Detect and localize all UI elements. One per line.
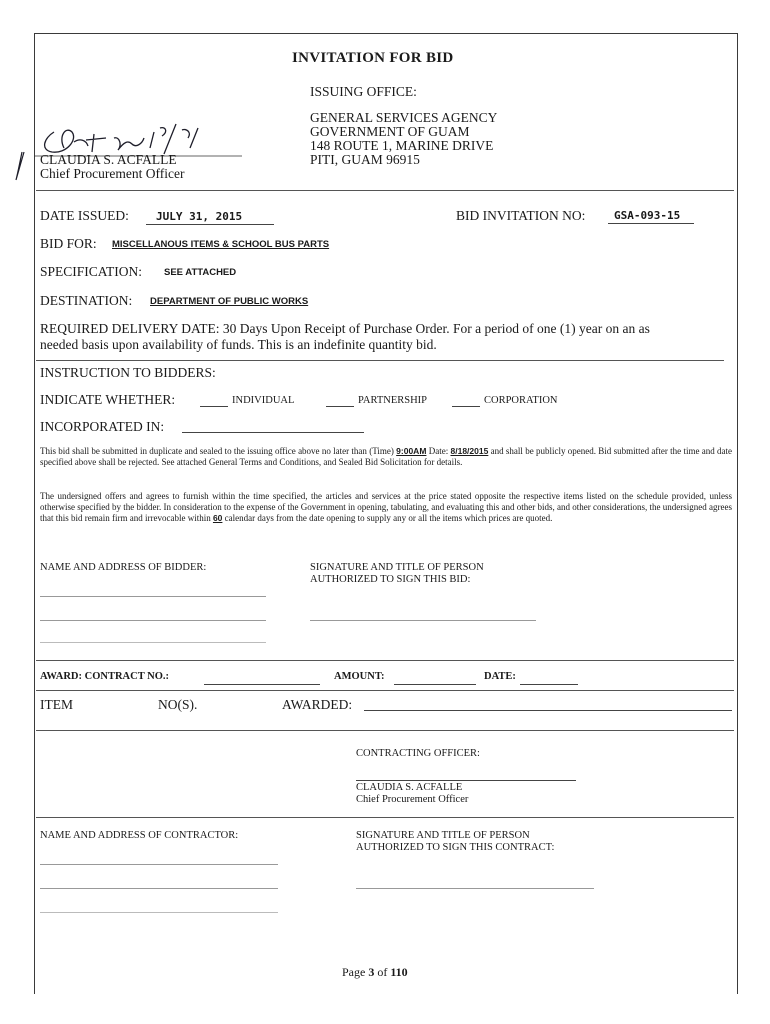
- divider: [36, 190, 734, 191]
- street-address: 148 ROUTE 1, MARINE DRIVE: [310, 138, 494, 153]
- page-number: Page 3 of 110: [342, 965, 408, 979]
- nos-label: NO(S).: [158, 697, 198, 712]
- bid-for-value: MISCELLANOUS ITEMS & SCHOOL BUS PARTS: [112, 239, 330, 250]
- indicate-label: INDICATE WHETHER:: [40, 392, 176, 407]
- contractor-address-line[interactable]: [40, 864, 278, 865]
- contractor-signature-line[interactable]: [356, 888, 594, 889]
- divider: [36, 360, 724, 361]
- destination-label: DESTINATION:: [40, 293, 133, 308]
- bidder-address-line[interactable]: [40, 620, 266, 621]
- awarded-label: AWARDED:: [282, 697, 353, 712]
- amount-blank[interactable]: [394, 684, 476, 685]
- bidder-sign-label-2: AUTHORIZED TO SIGN THIS BID:: [310, 574, 471, 585]
- agency-name: GENERAL SERVICES AGENCY: [310, 110, 498, 125]
- incorporated-label: INCORPORATED IN:: [40, 419, 165, 434]
- bidder-sign-label-1: SIGNATURE AND TITLE OF PERSON: [310, 562, 484, 573]
- contractor-address-line[interactable]: [40, 888, 278, 889]
- date-issued-value: JULY 31, 2015: [156, 210, 243, 223]
- bid-for-label: BID FOR:: [40, 236, 97, 251]
- bid-invitation-value: GSA-093-15: [614, 209, 681, 222]
- contractor-sign-label-2: AUTHORIZED TO SIGN THIS CONTRACT:: [356, 842, 555, 853]
- award-date-blank[interactable]: [520, 684, 578, 685]
- contracting-officer-title: Chief Procurement Officer: [356, 794, 469, 805]
- item-label: ITEM: [40, 697, 73, 712]
- instructions-heading: INSTRUCTION TO BIDDERS:: [40, 365, 216, 380]
- issuing-office-label: ISSUING OFFICE:: [310, 84, 417, 99]
- divider: [36, 690, 734, 691]
- signatory-name: CLAUDIA S. ACFALLE: [40, 152, 177, 167]
- delivery-date-line2: needed basis upon availability of funds. This is an indefinite quantity bid.: [40, 337, 437, 352]
- option-corporation: CORPORATION: [484, 395, 558, 406]
- award-amount-label: AMOUNT:: [334, 671, 385, 682]
- contractor-name-label: NAME AND ADDRESS OF CONTRACTOR:: [40, 830, 239, 841]
- award-date-label: DATE:: [484, 671, 516, 682]
- contracting-officer-label: CONTRACTING OFFICER:: [356, 748, 480, 759]
- page-title: INVITATION FOR BID: [292, 50, 454, 66]
- deadline-date: 8/18/2015: [450, 446, 489, 456]
- divider: [36, 730, 734, 731]
- specification-value: SEE ATTACHED: [164, 267, 237, 278]
- signatory-title: Chief Procurement Officer: [40, 166, 185, 181]
- divider: [36, 817, 734, 818]
- delivery-date-line1: REQUIRED DELIVERY DATE: 30 Days Upon Receipt of Purchase Order. For a period of one (1) year on an as: [40, 321, 650, 336]
- contracting-officer-signature-line[interactable]: [356, 780, 576, 781]
- contracting-officer-name: CLAUDIA S. ACFALLE: [356, 782, 463, 793]
- option-individual: INDIVIDUAL: [232, 395, 295, 406]
- awarded-blank[interactable]: [364, 710, 732, 711]
- submission-paragraph: This bid shall be submitted in duplicate and sealed to the issuing office above no later than (Time) 9:00AM Date: 8/18/2015 and shall be publicly opened. Bid submitted after the time and date specified above shall be rejected. See attached General Terms and Conditions, and Sealed Bid Solicitation for details.: [40, 446, 733, 468]
- specification-label: SPECIFICATION:: [40, 264, 143, 279]
- option-partnership: PARTNERSHIP: [358, 395, 428, 406]
- divider: [36, 660, 734, 661]
- individual-blank[interactable]: [200, 406, 228, 407]
- date-issued-line: [146, 224, 274, 225]
- contractor-sign-label-1: SIGNATURE AND TITLE OF PERSON: [356, 830, 530, 841]
- offer-paragraph: The undersigned offers and agrees to furnish within the time specified, the articles and services at the price stated opposite the respective items listed on the schedule provided, unless otherwise specified by the bidder. In consideration to the expense of the Government in opening, tabulating, and evaluating this and other bids, and other considerations, the undersigned agrees that this bid remain firm and irrevocable within 60 calendar days from the date opening to supply any or all the items which prices are quoted.: [40, 491, 732, 524]
- partnership-blank[interactable]: [326, 406, 354, 407]
- bid-invitation-line: [608, 223, 694, 224]
- bidder-address-line[interactable]: [40, 596, 266, 597]
- bidder-address-line[interactable]: [40, 642, 266, 643]
- destination-value: DEPARTMENT OF PUBLIC WORKS: [150, 296, 309, 307]
- city-address: PITI, GUAM 96915: [310, 152, 420, 167]
- contractor-address-line[interactable]: [40, 912, 278, 913]
- bidder-name-label: NAME AND ADDRESS OF BIDDER:: [40, 562, 207, 573]
- date-issued-label: DATE ISSUED:: [40, 208, 129, 223]
- incorporated-blank[interactable]: [182, 432, 364, 433]
- bid-invitation-label: BID INVITATION NO:: [456, 208, 586, 223]
- deadline-time: 9:00AM: [396, 446, 427, 456]
- contract-no-blank[interactable]: [204, 684, 320, 685]
- award-contract-label: AWARD: CONTRACT NO.:: [40, 671, 170, 682]
- corporation-blank[interactable]: [452, 406, 480, 407]
- government-name: GOVERNMENT OF GUAM: [310, 124, 470, 139]
- firm-days: 60: [212, 513, 223, 524]
- signature-text: [44, 126, 52, 127]
- bidder-signature-line[interactable]: [310, 620, 536, 621]
